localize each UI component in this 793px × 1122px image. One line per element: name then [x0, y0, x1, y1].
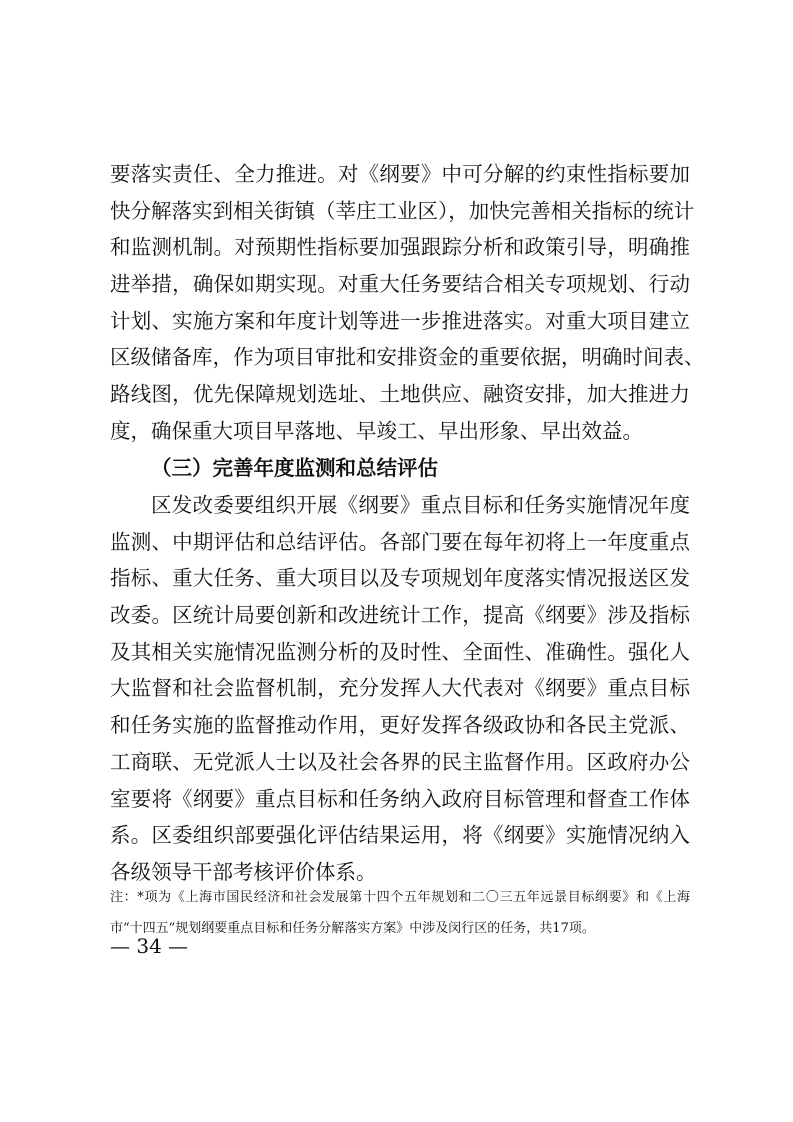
- text-line: 和监测机制。对预期性指标要加强跟踪分析和政策引导，明确推: [110, 235, 690, 260]
- footnote-line: 市“十四五”规划纲要重点目标和任务分解落实方案》中涉及闵行区的任务，共17项。: [110, 921, 595, 936]
- text-line: 路线图，优先保障规划选址、土地供应、融资安排，加大推进力: [110, 382, 690, 407]
- page-number: — 34 —: [110, 934, 189, 958]
- text-line: 各级领导干部考核评价体系。: [110, 859, 377, 884]
- text-line: 进举措，确保如期实现。对重大任务要结合相关专项规划、行动: [110, 272, 690, 297]
- section-heading: （三）完善年度监测和总结评估: [151, 456, 438, 480]
- text-line: 及其相关实施情况监测分析的及时性、全面性、准确性。强化人: [110, 639, 690, 664]
- text-line: 室要将《纲要》重点目标和任务纳入政府目标管理和督查工作体: [110, 786, 690, 811]
- paragraph-implementation: [110, 156, 705, 450]
- footnote-line: 注：*项为《上海市国民经济和社会发展第十四个五年规划和二〇三五年远景目标纲要》和《上海: [110, 890, 690, 905]
- text-line: 大监督和社会监督机制，充分发挥人大代表对《纲要》重点目标: [110, 676, 690, 701]
- text-line: 要落实责任、全力推进。对《纲要》中可分解的约束性指标要加: [110, 162, 690, 186]
- text-line: 和任务实施的监督推动作用，更好发挥各级政协和各民主党派、: [110, 713, 690, 738]
- text-line: 改委。区统计局要创新和改进统计工作，提高《纲要》涉及指标: [110, 603, 690, 628]
- text-line: 区发改委要组织开展《纲要》重点目标和任务实施情况年度: [151, 493, 690, 517]
- text-line: 快分解落实到相关街镇（莘庄工业区），加快完善相关指标的统计: [110, 198, 695, 223]
- text-line: 度，确保重大项目早落地、早竣工、早出形象、早出效益。: [110, 418, 643, 443]
- text-line: 计划、实施方案和年度计划等进一步推进落实。对重大项目建立: [110, 308, 690, 333]
- text-line: 工商联、无党派人士以及社会各界的民主监督作用。区政府办公: [110, 749, 690, 774]
- footnote: [110, 887, 690, 939]
- text-line: 系。区委组织部要强化评估结果运用，将《纲要》实施情况纳入: [110, 823, 690, 848]
- text-line: 区级储备库，作为项目审批和安排资金的重要依据，明确时间表、: [110, 345, 705, 370]
- text-line: 监测、中期评估和总结评估。各部门要在每年初将上一年度重点: [110, 529, 690, 554]
- text-line: 指标、重大任务、重大项目以及专项规划年度落实情况报送区发: [110, 566, 690, 591]
- paragraph-monitoring: [110, 487, 690, 891]
